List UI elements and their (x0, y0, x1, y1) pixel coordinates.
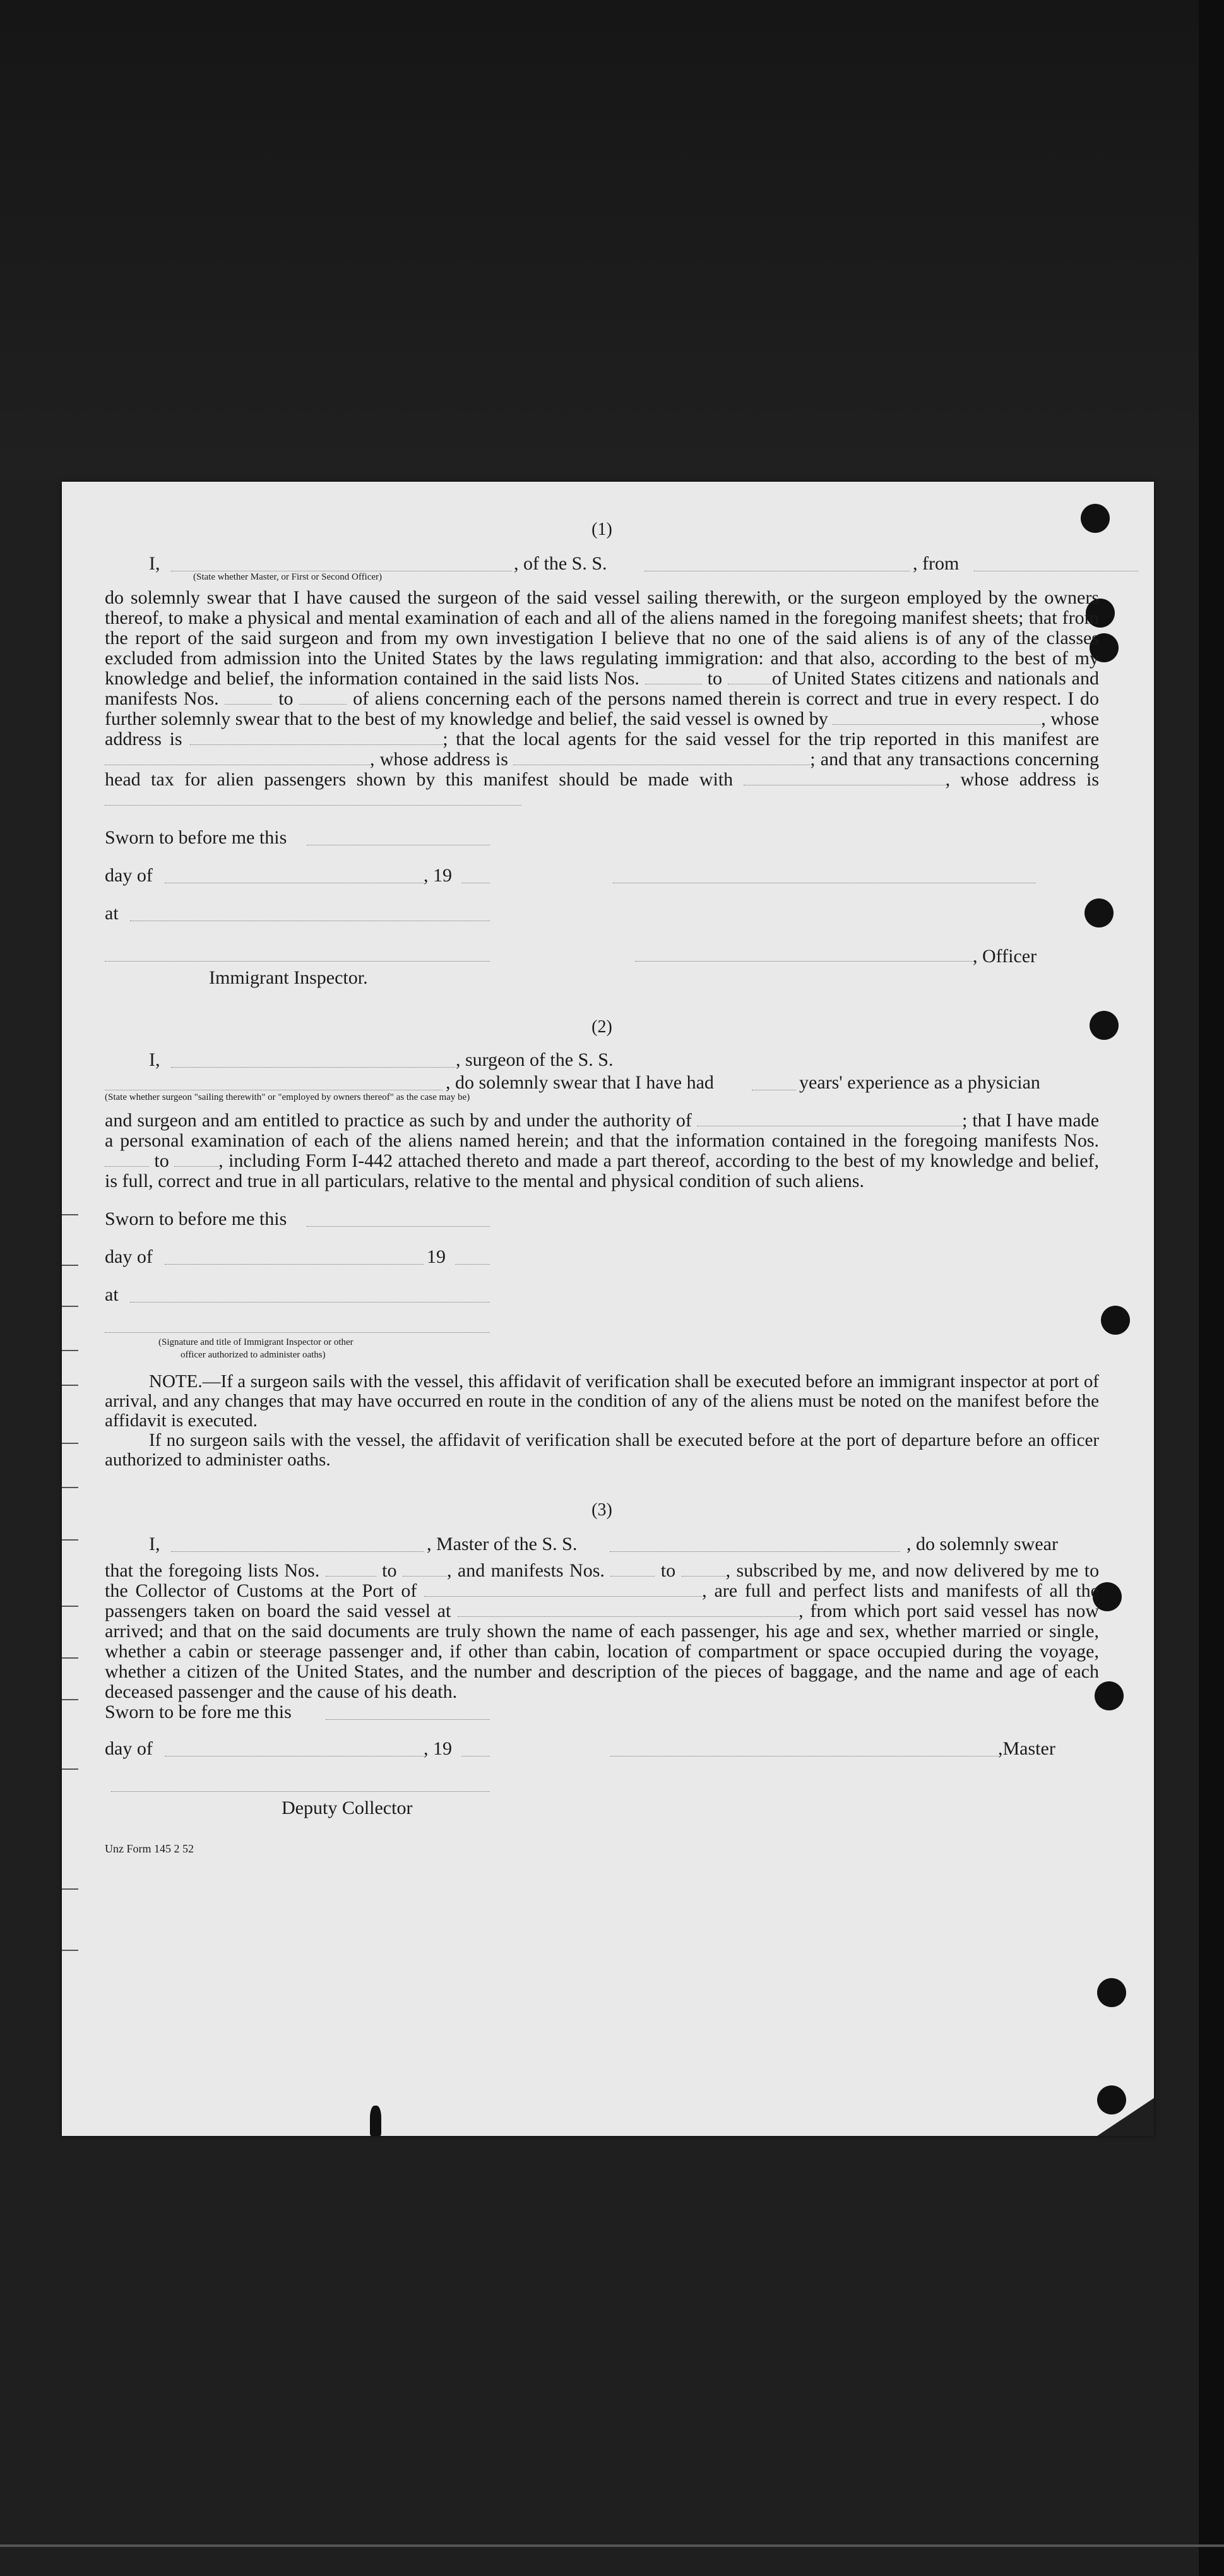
margin-tick (62, 1768, 78, 1770)
margin-tick (62, 1306, 78, 1307)
text: , whose address is (370, 749, 508, 770)
blank (513, 751, 810, 765)
blank (833, 710, 1041, 725)
blank (610, 1562, 655, 1577)
section3-day-line (105, 1732, 1099, 1777)
text: years' experience as a physician (799, 1072, 1040, 1093)
text: , including Form I-442 attached thereto and made a part thereof, according to the best of my knowledge and belief, is full, correct and true in all particulars, relative to the mental and physical condition of such aliens. (105, 1150, 1100, 1191)
margin-tick (62, 1657, 78, 1659)
section1-body (105, 588, 1099, 810)
blank (174, 1152, 218, 1167)
blank (105, 751, 370, 765)
text: at (105, 1284, 119, 1305)
blank (165, 1263, 424, 1265)
vessel-name-blank (645, 570, 910, 571)
margin-tick (62, 1385, 78, 1386)
section-number: (3) (591, 1500, 612, 1520)
section2-years-line (105, 1073, 1099, 1100)
years-blank (752, 1089, 796, 1090)
form-number: Unz Form 145 2 52 (105, 1842, 194, 1855)
inspector-signature-blank (105, 1332, 490, 1333)
section1-day-line (105, 866, 1099, 903)
text: do solemnly swear that I have caused the surgeon of the said vessel sailing therewith, or the surgeon employed by the owners thereof, to make a physical and mental examination of each and all of the aliens named in the foregoing manifest sheets; that from the report of the said surgeon and from my own investigation I believe that no one of the said aliens is of any of the classes excluded from admission into the United States by the laws regulating immigration: and that also, according to the best of my knowledge and belief, the information contained in the said lists Nos. (105, 587, 1099, 689)
text: , Officer (973, 946, 1037, 967)
text: , are full and perfect lists and manifests of all the passengers taken on board the said vessel at (105, 1580, 1099, 1621)
section-number: (2) (591, 1017, 612, 1037)
text: that the foregoing lists Nos. (105, 1560, 320, 1581)
text: , from (913, 553, 960, 574)
text: to (382, 1560, 397, 1581)
instruction-note: (State whether surgeon "sailing therewith" or "employed by owners thereof" as the case may be) (105, 1092, 470, 1102)
blank (307, 1225, 490, 1227)
blank (307, 844, 490, 845)
margin-tick (62, 1606, 78, 1607)
text: Sworn to be fore me this (105, 1702, 292, 1722)
signature-note: officer authorized to administer oaths) (181, 1350, 326, 1360)
margin-tick (62, 1888, 78, 1890)
text: day of (105, 1246, 153, 1267)
section3-collector-line (105, 1777, 1099, 1834)
signature-note: (Signature and title of Immigrant Inspector or other (158, 1337, 354, 1347)
text: 19 (427, 1246, 446, 1267)
text: I, (149, 1049, 160, 1070)
blank (326, 1719, 490, 1720)
blank (130, 920, 490, 921)
blank (165, 882, 424, 883)
instruction-note: (State whether Master, or First or Second Officer) (193, 572, 383, 582)
margin-tick (62, 1699, 78, 1700)
section2-sworn-line (105, 1209, 1099, 1247)
text: , (945, 769, 951, 790)
section2-oath-line (105, 1045, 1099, 1073)
master-signature-blank (610, 1755, 998, 1756)
text: whose address is (960, 769, 1100, 790)
section1-signature-line (105, 941, 1099, 986)
blank (130, 1301, 490, 1303)
section3-oath-line (105, 1529, 1099, 1557)
section2-body (105, 1111, 1099, 1191)
inspector-title: Immigrant Inspector. (209, 967, 368, 988)
section1-oath-line (105, 549, 1099, 582)
section2-day-line (105, 1247, 1099, 1285)
inspector-signature-blank (105, 960, 490, 962)
section-number: (1) (591, 520, 612, 539)
text: , surgeon of the S. S. (456, 1049, 614, 1070)
binder-hole-icon (1097, 1978, 1126, 2007)
bottom-rule (0, 2544, 1224, 2547)
binder-hole-icon (1101, 1306, 1130, 1335)
collector-title: Deputy Collector (282, 1798, 413, 1818)
note-paragraph: If no surgeon sails with the vessel, the affidavit of verification shall be executed before at the port of departure before an officer authorized to administer oaths. (105, 1430, 1099, 1470)
text: at (105, 903, 119, 924)
margin-tick (62, 1950, 78, 1951)
text: , 19 (424, 1738, 452, 1759)
text: to (660, 1560, 676, 1581)
blank (105, 1089, 443, 1090)
form-number-line (105, 1839, 1099, 1864)
margin-tick (62, 1443, 78, 1444)
blank (105, 1152, 149, 1167)
section1-at-line (105, 903, 1099, 941)
folded-corner (1097, 2098, 1154, 2136)
text: , from which port said vessel has now arrived; and that on the said documents are truly shown the name of each passenger, his age and sex, whether married or single, whether a cabin or steerage passenger and, if other than cabin, location of compartment or space occupied during the voyage, whether a citizen of the United States, and the number and description of the pieces of baggage, and the name and age of each deceased passenger and the cause of his death. (105, 1601, 1100, 1702)
text: , Master of the S. S. (427, 1534, 578, 1554)
blank (225, 690, 272, 705)
margin-tick (62, 1487, 78, 1488)
text: , do solemnly swear that I have had (446, 1072, 714, 1093)
sheet-tab (370, 2106, 381, 2136)
blank (190, 730, 443, 745)
blank (744, 771, 946, 785)
text: , 19 (424, 865, 452, 886)
text: ; that the local agents for the said vessel for the trip reported in this manifest are (443, 729, 1100, 749)
text: that I have made a personal examination of each of the aliens named herein; and that the information contained in the foregoing manifests Nos. (105, 1110, 1100, 1151)
blank (424, 1582, 702, 1597)
text: and surgeon and am entitled to practice as such by and under the authority of (105, 1110, 692, 1131)
blank (299, 690, 347, 705)
text: to (278, 688, 294, 709)
officer-signature-blank (635, 960, 976, 962)
surgeon-name-blank (171, 1066, 455, 1068)
text: , whose address is (105, 708, 1100, 749)
text: of aliens concerning each of the persons named therein is correct and true in every respect. I do further solemnly swear that to the best of my knowledge and belief, the said vessel is owned by (105, 688, 1100, 729)
right-edge-backdrop (1199, 0, 1224, 2576)
margin-tick (62, 1350, 78, 1351)
collector-signature-blank (111, 1791, 490, 1792)
text: , of the S. S. (514, 553, 607, 574)
text: , do solemnly swear (906, 1534, 1058, 1554)
blank (697, 1112, 962, 1126)
text: Sworn to before me this (105, 827, 287, 848)
text: to (707, 668, 722, 689)
text: ,Master (998, 1738, 1055, 1759)
section3-body (105, 1561, 1099, 1702)
departure-port-blank (974, 570, 1138, 571)
blank (682, 1562, 726, 1577)
blank (461, 1755, 490, 1756)
signature-blank (613, 882, 1036, 883)
text: , and manifests Nos. (446, 1560, 605, 1581)
text: of United States citizens and nationals and manifests Nos. (105, 668, 1099, 709)
section2-signature-line (105, 1323, 1099, 1367)
section2-at-line (105, 1285, 1099, 1323)
manifest-affidavit-sheet (62, 482, 1154, 2136)
text: , subscribed by me, and now delivered by me to the Collector of Customs at the Port of (105, 1560, 1100, 1601)
margin-tick (62, 1539, 78, 1541)
text: I, (149, 1534, 160, 1554)
text: ; (961, 1110, 968, 1131)
master-name-blank (171, 1551, 424, 1552)
affidavit-content (105, 520, 1099, 1864)
text: Sworn to before me this (105, 1208, 287, 1229)
blank (105, 791, 521, 806)
text: to (154, 1150, 169, 1171)
section3-sworn-line (105, 1702, 1099, 1732)
blank (403, 1562, 447, 1577)
blank (645, 670, 702, 684)
margin-tick (62, 1214, 78, 1215)
note-paragraph: NOTE.—If a surgeon sails with the vessel, this affidavit of verification shall be executed before an immigrant inspector at port of arrival, and any changes that may have occurred en route in the condition of any of the aliens must be noted on the manifest before the affidavit is executed. (105, 1371, 1099, 1431)
blank (458, 1602, 799, 1617)
blank (455, 1263, 490, 1265)
dark-backdrop (0, 0, 1224, 480)
section1-sworn-line (105, 828, 1099, 866)
blank (165, 1755, 424, 1756)
text: ; and that any transactions concerning head tax for alien passengers shown by this manifest should be made with (105, 749, 1100, 790)
margin-tick (62, 1265, 78, 1266)
blank (326, 1562, 376, 1577)
blank (461, 882, 490, 883)
text: day of (105, 1738, 153, 1759)
text: day of (105, 865, 153, 886)
vessel-name-blank (610, 1551, 900, 1552)
text: I, (149, 553, 160, 574)
blank (728, 670, 772, 684)
